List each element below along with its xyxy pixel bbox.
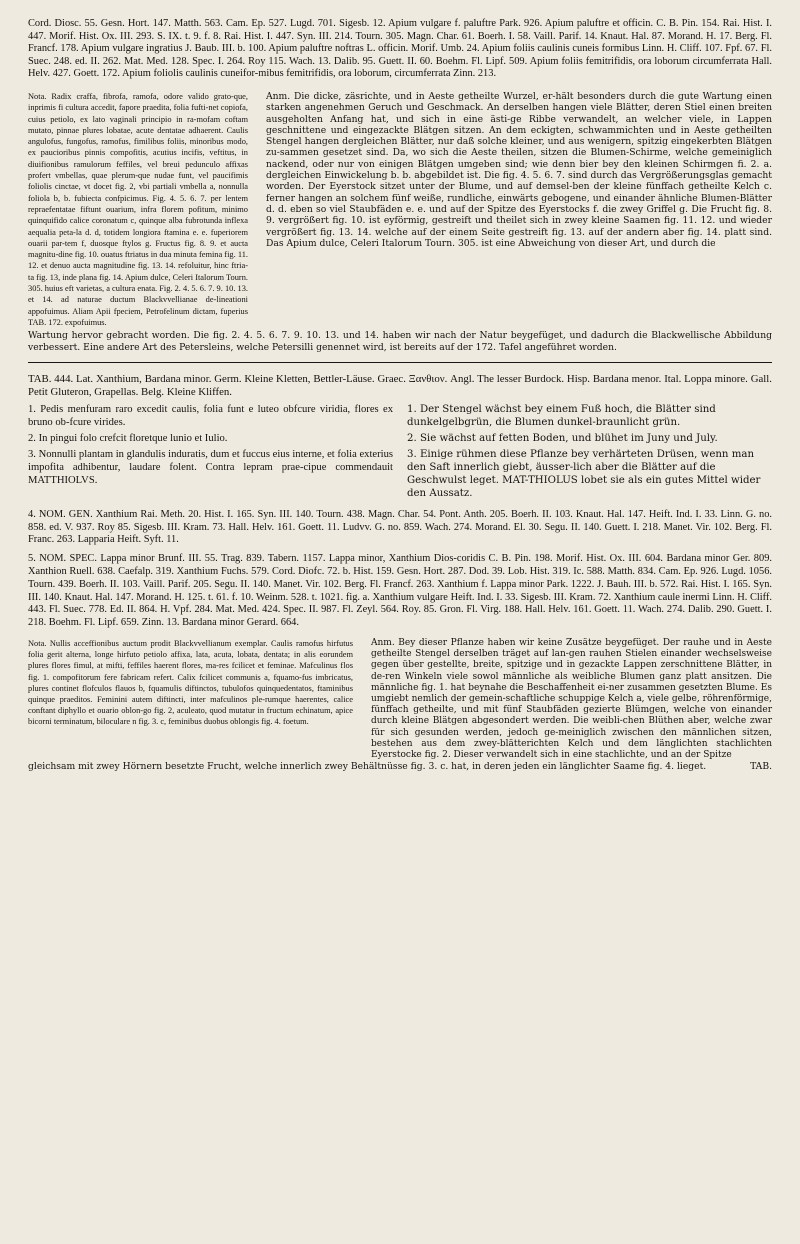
synonym-list-apium: Cord. Diosc. 55. Gesn. Hort. 147. Matth. 563. Cam. Ep. 527. Lugd. 701. Sigesb. 12. Apium vulgare f. paluftre Park. 926. Apium paluftre et officin. C. B. Pin. 154. Rai. Hist. I. 447. Morif. Hist. Ox. III. 293. S. IX. t. 9. f. 8. Rai. Hist. I. 447. Syn. III. 214. Tourn. 305. Magn. Char. 61. Boerh. I. 58. Vaill. Parif. 14. Knaut. Hal. 87. Morand. H. 17. Berg. Fl. Francf. 178. Apium vulgare ingratius J. Baub. III. b. 100. Apium paluftre noftras L. officin. Morif. Umb. 24. Apium foliis caulinis cuneis formibus Linn. H. Cliff. 107. Fpf. 67. Fl. Suec. 248. ed. II. 262. Mat. Med. 128. Spec. I. 264. Roy 115. Wach. 13. Dalib. 95. Guett. II. 60. Boehm. Fl. Lipf. 509. Apium foliis femitrifidis, ora loborum circumferrata Hall. Helv. 427. Goett. 172. Apium foliolis caulinis cuneifor-mibus femitrifidis, ora loborum, circumferrata Zinn. 213.	[28, 18, 772, 80]
latin-item: 2. In pingui folo crefcit floretque lunio et Iulio.	[28, 432, 228, 444]
anm-german-xanthium: Anm. Bey dieser Pflanze haben wir keine Zusätze beygefüget. Der rauhe und in Aeste getheilte Stengel derselben träget auf lan-gen rauhen Stielen einander wechselsweise gegen über gestellte, breite, spitzige und in gezackte Lappen zerschnittene Blätter, in de-ren Winkeln viele sowol männliche als weibliche Blumen ganz platt ansitzen. Die männliche fig. 1. hat beynahe die Beschaffenheit ei-ner zusammen gesetzten Blume. Es umgiebt nemlich der gemein-schaftliche schuppige Kelch a, viele gelbe, röhrenförmige, fünffach getheilte, und mit fünf Staubfäden gezierte Blümgen, welche von einander durch kleine Blätgen abgesondert werden. Die weibli-chen Blüthen aber, welche zwar für sich gesunden werden, jedoch ge-meiniglich zwischen den männlichen sitzen, bestehen aus dem zwey-blätterichten Kelch und dem länglichten stachlichten Eyerstocke fig. 2. Dieser verwandelt sich in eine stachlichte, und an der Spitze	[371, 637, 772, 760]
section-divider	[28, 362, 772, 363]
xanthium-descriptions	[28, 403, 772, 503]
nom-spec: 5. NOM. SPEC. Lappa minor Brunf. III. 55. Trag. 839. Tabern. 1157. Lappa minor, Xanthium Dios-coridis C. B. Pin. 198. Morif. Hist. Ox. III. 604. Bardana minor Ger. 809. Xanthion Ruell. 638. Caefalp. 319. Xanthium Fuchs. 579. Cord. Diofc. 72. b. Hist. 159. Gesn. Hort. 287. Dod. 39. Lob. Hist. 319. Ic. 588. Matth. 834. Cam. Ep. 926. Lugd. 1056. Tourn. 439. Boerh. II. 103. Vaill. Parif. 205. Segu. II. 140. Manet. Vir. 102. Berg. Fl. Francf. 263. Xanthium f. Lappa minor Park. 1222. J. Bauh. III. b. 572. Rai. Hist. I. 165. Syn. III. 140. Knaut. Hal. 147. Morand. H. 125. t. 61. f. 10. Weinm. 528. t. 1021. fig. a. Xanthium vulgare Heift. Ind. I. 33. Sigesb. III. Kram. 72. Xanthium caule inermi Linn. H. Cliff. 443. Fl. Suec. 778. Ed. II. 864. H. Vpf. 284. Mat. Med. 424. Spec. II. 987. Fl. Zeyl. 564. Roy. 85. Gron. Fl. Virg. 188. Hall. Helv. 161. Goett. 11. Wach. 274. Dalib. 290. Guett. I. 218. Boehm. Fl. Lipf. 659. Zinn. 13. Bardana minor Gerard. 664.	[28, 553, 772, 629]
latin-description	[28, 403, 393, 503]
latin-item: 1. Pedis menfuram raro excedit caulis, folia funt e luteo obfcure viridia, flores ex bruno ob-fcure virides.	[28, 403, 393, 428]
nota-latin-apium: Nota. Radix craffa, fibrofa, ramofa, odore valido grato-que, inprimis fi cultura accedit, fapore praedita, folia fufti-net copiofa, cuius petiolo, ex lato vaginali principio in ra-mofam coftam mutato, pinnae plures lobatae, acute dentatae adhaerent. Caulis angulofus, fungofus, ramofus, fimilibus foliis, minoribus modo, ex paucioribus pinnis compofitis, acutius incifis, veftitus, in diuifionibus ramulorum feffiles, vel breui pedunculo affixas profert vmbellas, quae plerum-que nudae funt, vel paucifimis foliolis cinctae, vt docet fig. 2, vbi partiali vmbella a, nonnulla foliola b, b. fubiecta confpicimus. Fig. 4. 5. 6. 7. per lentem repraefentatae fiftunt ouarium, infra florem pofitum, minimo quinquifido calice coronatum c, quinque alba fubrotunda inflexa aequalia peta-la d. d, totidem longiora ftamina e. e. fuperiorem ouarii par-tem f, duosque ftylos g. Fructus fig. 8. 9. et aucta magnitu-dine fig. 10. ouatus ftriatus in dua minuta femina fig. 11. 12. et denuo aucta magnitudine fig. 13. 14. refoluitur, hinc ftria-ta fig. 13, inde plana fig. 14. Apium dulce, Celeri Italorum Tourn. 305. huius eft varietas, a cultura enata. Fig. 2. 4. 5. 6. 7. 9. 10. 13. et 14. ad naturae ductum Blackvvellianae de-lineationi appofuimus. Aliam Apii fpeciem, Petrofelinum dictam, fuperius TAB. 172. expofuimus.	[28, 91, 248, 327]
tail-text: gleichsam mit zwey Hörnern besetzte Frucht, welche innerlich zwey Behältnüsse fig. 3. c. hat, in deren jeden ein länglichter Saame fig. 4. lieget.	[28, 761, 707, 773]
nom-gen: 4. NOM. GEN. Xanthium Rai. Meth. 20. Hist. I. 165. Syn. III. 140. Tourn. 438. Magn. Char. 54. Pont. Anth. 205. Boerh. II. 103. Knaut. Hal. 147. Heift. Ind. I. 33. Linn. G. no. 858. ed. V. 937. Roy 85. Sigesb. III. Kram. 73. Hall. Helv. 161. Goett. 11. Ludvv. G. no. 859. Wach. 274. Morand. El. 30. Segu. II. 140. Guett. I. 218. Manet. Vir. 102. Berg. Fl. Franc. 263. Lapparia Heift. Syft. 11.	[28, 508, 772, 546]
german-description	[407, 403, 772, 503]
german-item: 3. Einige rühmen diese Pflanze bey verhärteten Drüsen, wenn man den Saft innerlich giebt, äusser-lich aber die Blätter auf die Geschwulst leget. MAT-THIOLUS lobet sie als ein gutes Mittel wider den Aussatz.	[407, 448, 761, 499]
anm-german-apium-cont: Wartung hervor gebracht worden. Die fig. 2. 4. 5. 6. 7. 9. 10. 13. und 14. haben wir nach der Natur beygefüget, und dadurch die Blackwellische Abbildung verbessert. Eine andere Art des Petersleins, welche Petersilli genennet wird, ist bereits auf der 172. Tafel angeführet worden.	[28, 330, 772, 353]
catchword: TAB.	[750, 761, 772, 773]
anm-german-apium: Anm. Die dicke, zäsrichte, und in Aeste getheilte Wurzel, er-hält besonders durch die gute Wartung einen starken angenehmen Geruch und Geschmack. An derselben hangen viele Blätter, deren Stiel einen breiten ausgeholten Anfang hat, und sich in eine ästi-ge Ribbe verwandelt, an welcher viele, in Lappen geschnittene und eingezackte Blätgen sitzen. An dem eckigten, schwammichten und in Aeste getheilten Stengel hangen dergleichen Blätter, nur daß solche kleiner, und aus wenigern, spitzig eingekerbten Blätgen zu-sammen gesetzet sind. Da, wo sich die Aeste theilen, sitzen die Blumen-Schirme, welche gemeiniglich nackend, oder nur von einigen Blätgen umgeben sind; wie denn bier bey den kleinen Schirmgen fi. 2. a. dergleichen Einwickelung b. b. abgebildet ist. Die fig. 4. 5. 6. 7. sind durch das Vergrößerungsglas gemacht worden. Der Eyerstock sitzet unter der Blume, und auf demsel-ben der kleine fünffach getheilte Kelch c. ferner hangen an solchem fünf weiße, rundliche, einwärts gebogene, und einander ähnliche Blumen-Blätter d. d. eben so viel Staubfäden e. e. und auf der Spitze des Eyerstocks f. die zwey Griffel g. Die Frucht fig. 8. 9. vergrößert fig. 10. ist eyförmig, gestreift und theilet sich in zwey kleine Saamen fig. 11. 12. und wieder vergrößert fig. 13. 14. welche auf der einem Seite gestreift fig. 13. auf der andern aber fig. 14. platt sind. Das Apium dulce, Celeri Italorum Tourn. 305. ist eine Abweichung von dieser Art, und durch die	[266, 90, 772, 249]
latin-item: 3. Nonnulli plantam in glandulis induratis, dum et fuccus eius interne, et folia exterius impofita adhibentur, laudare folent. Contra lepram prae-cipue commendauit MATTHIOLVS.	[28, 448, 393, 486]
notes-apium	[28, 91, 772, 328]
german-item: 1. Der Stengel wächst bey einem Fuß hoch, die Blätter sind dunkelgelbgrün, die Blumen dunkel-braunlicht grün.	[407, 403, 716, 428]
anm-german-xanthium-tail	[28, 761, 772, 772]
nota-latin-xanthium: Nota. Nullis acceffionibus auctum prodit Blackvvellianum exemplar. Caulis ramofus hirfutus folia gerit alterna, longe hirfuto petiolo affixa, lata, acuta, lobata, dentata; in alis eorundem plures flores fimul, at mifti, feffiles haerent flores, ma-res fcilicet et feminae. Mafculinus flos fig. 1. compofitorum fere fabricam refert. Calix fcilicet communis a, fquamo-fus imbricatus, plures continet flofculos flauos b, fquamulis diftinctos, tubulofos quinquedentatos, ftaminibus quinque praeditos. Feminini autem diftincti, inter mafculinos ple-rumque haerentes, calice conftant diphyllo et ouario oblon-go fig. 2, aculeato, quod mutatur in fructum echinatum, apice bicorni terminatum, biloculare n fig. 3. c, feminibus duobus oblongis fig. 4. foetum.	[28, 638, 353, 727]
german-item: 2. Sie wächst auf fetten Boden, und blühet im Juny und July.	[407, 432, 718, 444]
tab-444-heading: TAB. 444. Lat. Xanthium, Bardana minor. Germ. Kleine Kletten, Bettler-Läuse. Graec. Ξανθιον. Angl. The lesser Burdock. Hisp. Bardana menor. Ital. Loppa minore. Gall. Petit Gluteron, Grapellas. Belg. Kleine Kliffen.	[28, 372, 772, 398]
notes-xanthium	[28, 638, 772, 761]
